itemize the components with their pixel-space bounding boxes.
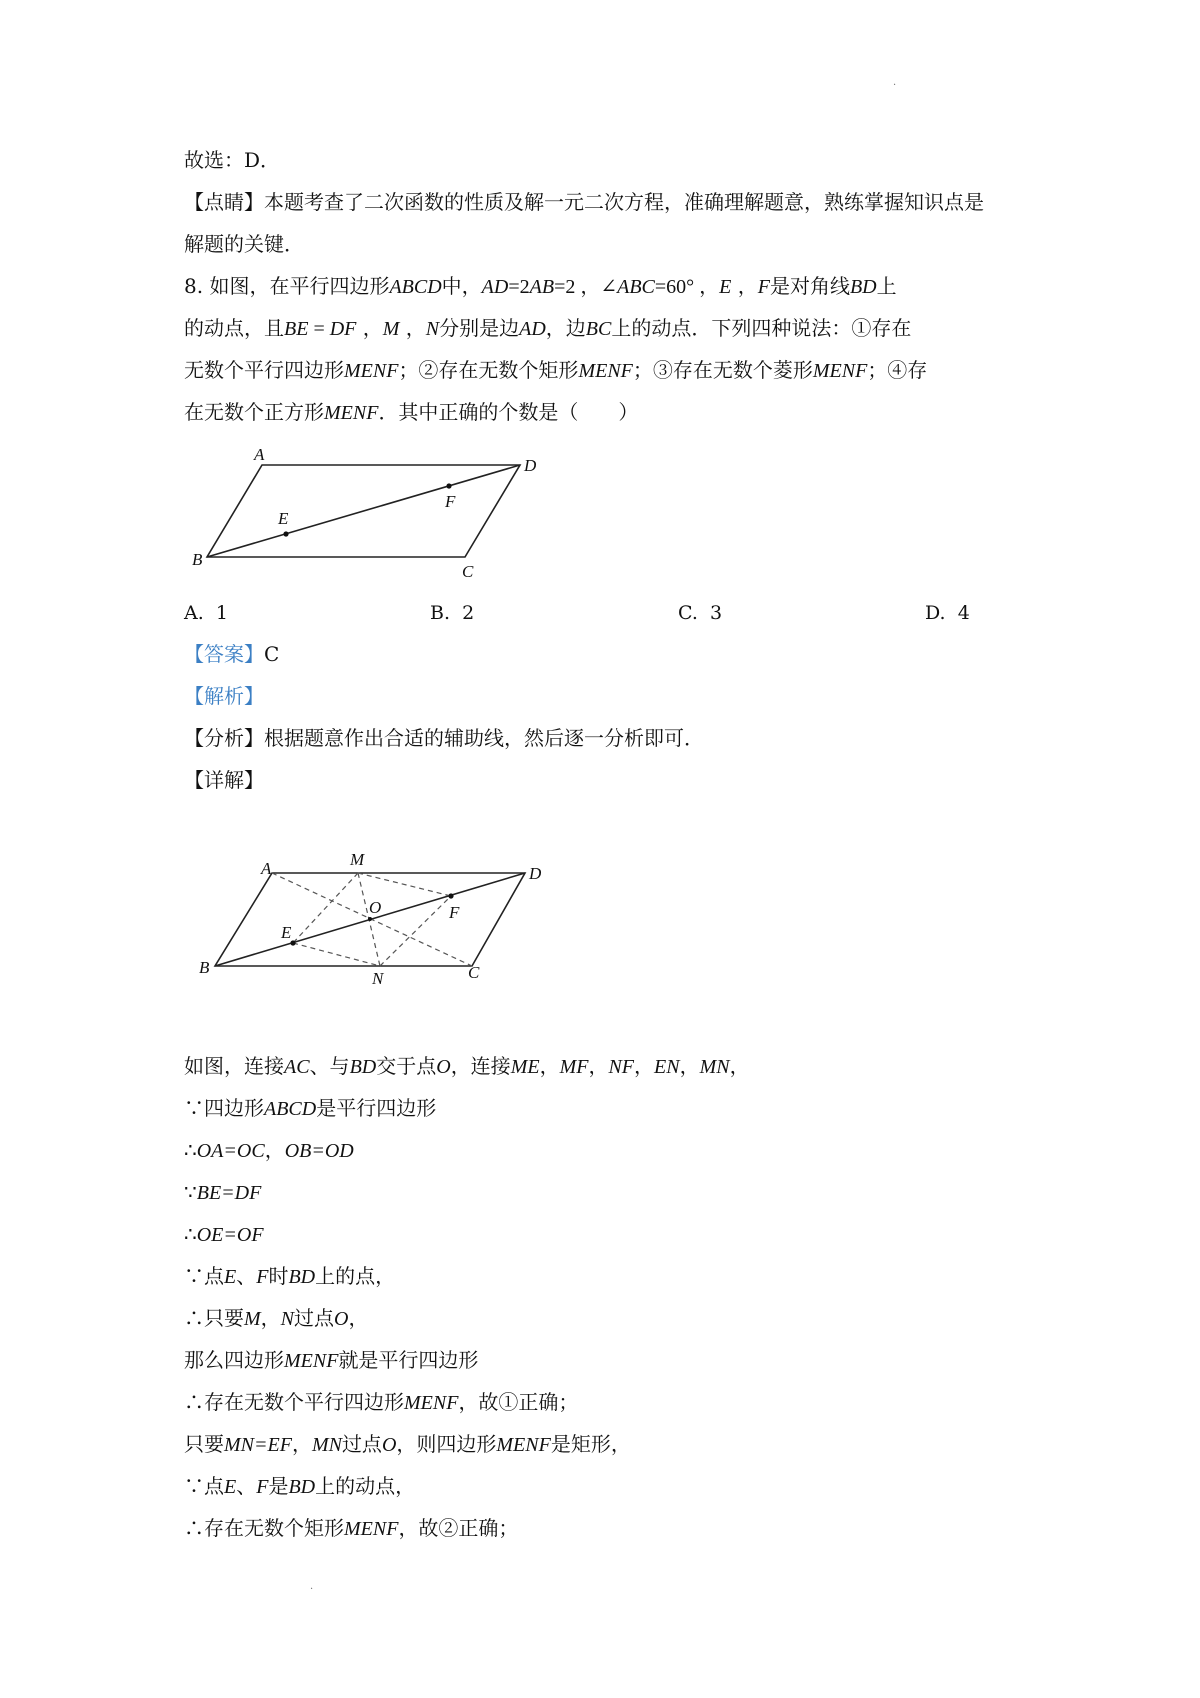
label-m: M — [350, 850, 365, 869]
solution-step-2: ∵四边形ABCD是平行四边形 — [184, 1096, 437, 1120]
segment-en — [293, 943, 380, 966]
option-c: C. 3 — [678, 602, 723, 624]
fenxi — [184, 724, 704, 752]
label-a: A — [254, 445, 265, 464]
label-a-2: A — [261, 859, 272, 878]
answer — [184, 640, 279, 668]
solution-step-7: ∴只要M，N过点O， — [184, 1306, 369, 1330]
parallelogram-figure-2 — [195, 842, 555, 992]
fenxi-text: 根据题意作出合适的辅助线，然后逐一分析即可． — [264, 726, 704, 750]
label-b: B — [192, 550, 203, 569]
label-n: N — [372, 969, 384, 988]
point-f — [446, 483, 451, 488]
point-e — [283, 531, 288, 536]
segment-mf — [358, 873, 451, 896]
previous-choice: 故选：D． — [184, 148, 281, 172]
label-b-2: B — [199, 958, 210, 977]
scan-dot-bottom: · — [310, 1584, 314, 1595]
solution-step-8: 那么四边形MENF就是平行四边形 — [184, 1348, 479, 1372]
question-line-4: 在无数个正方形MENF．其中正确的个数是（ ） — [184, 400, 639, 424]
comment-text: 本题考查了二次函数的性质及解一元二次方程，准确理解题意，熟练掌握知识点是 — [264, 190, 984, 214]
option-a: A. 1 — [184, 602, 228, 624]
solution-step-10: 只要MN=EF，MN过点O，则四边形MENF是矩形， — [184, 1432, 631, 1456]
solution-step-12: ∴存在无数个矩形MENF，故②正确； — [184, 1516, 519, 1540]
solution-step-4: ∵BE=DF — [184, 1180, 262, 1204]
previous-comment-cont: 解题的关键． — [184, 232, 304, 256]
question-line-2: 的动点，且BE = DF ，M ，N分别是边AD，边BC上的动点．下列四种说法：①存在 — [184, 316, 912, 340]
previous-comment — [184, 188, 984, 216]
answer-tag: 【答案】 — [184, 642, 264, 666]
option-d: D. 4 — [925, 602, 970, 624]
question-line-1: 8. 如图，在平行四边形ABCD中，AD=2AB=2 ，∠ABC=60° ，E ，F是对角线BD上 — [184, 274, 897, 298]
label-e-2: E — [281, 923, 292, 942]
solution-step-9: ∴存在无数个平行四边形MENF，故①正确； — [184, 1390, 579, 1414]
scan-dot-top: · — [893, 80, 897, 91]
label-o: O — [369, 898, 382, 917]
solution-step-5: ∴OE=OF — [184, 1222, 264, 1246]
point-o — [368, 917, 372, 921]
label-e: E — [278, 509, 289, 528]
solution-step-6: ∵点E、F时BD上的点， — [184, 1264, 396, 1288]
option-b: B. 2 — [430, 602, 475, 624]
label-f: F — [445, 492, 456, 511]
solution-step-1: 如图，连接AC、与BD交于点O，连接ME，MF，NF，EN，MN， — [184, 1054, 750, 1078]
point-f-2 — [448, 893, 453, 898]
comment-tag: 【点睛】 — [184, 190, 264, 214]
diagonal-ac — [272, 873, 472, 966]
solution-step-3: ∴OA=OC，OB=OD — [184, 1138, 354, 1162]
label-d-2: D — [529, 864, 542, 883]
answer-value: C — [264, 642, 280, 666]
xiangjie-tag: 【详解】 — [184, 768, 264, 792]
solution-step-11: ∵点E、F是BD上的动点， — [184, 1474, 416, 1498]
label-d: D — [524, 456, 537, 475]
question-line-3: 无数个平行四边形MENF；②存在无数个矩形MENF；③存在无数个菱形MENF；④存 — [184, 358, 928, 382]
fenxi-tag: 【分析】 — [184, 726, 264, 750]
label-c-2: C — [468, 963, 480, 982]
label-f-2: F — [449, 903, 460, 922]
analysis-tag: 【解析】 — [184, 684, 264, 708]
label-c: C — [462, 562, 474, 581]
parallelogram-figure-1 — [190, 445, 550, 585]
